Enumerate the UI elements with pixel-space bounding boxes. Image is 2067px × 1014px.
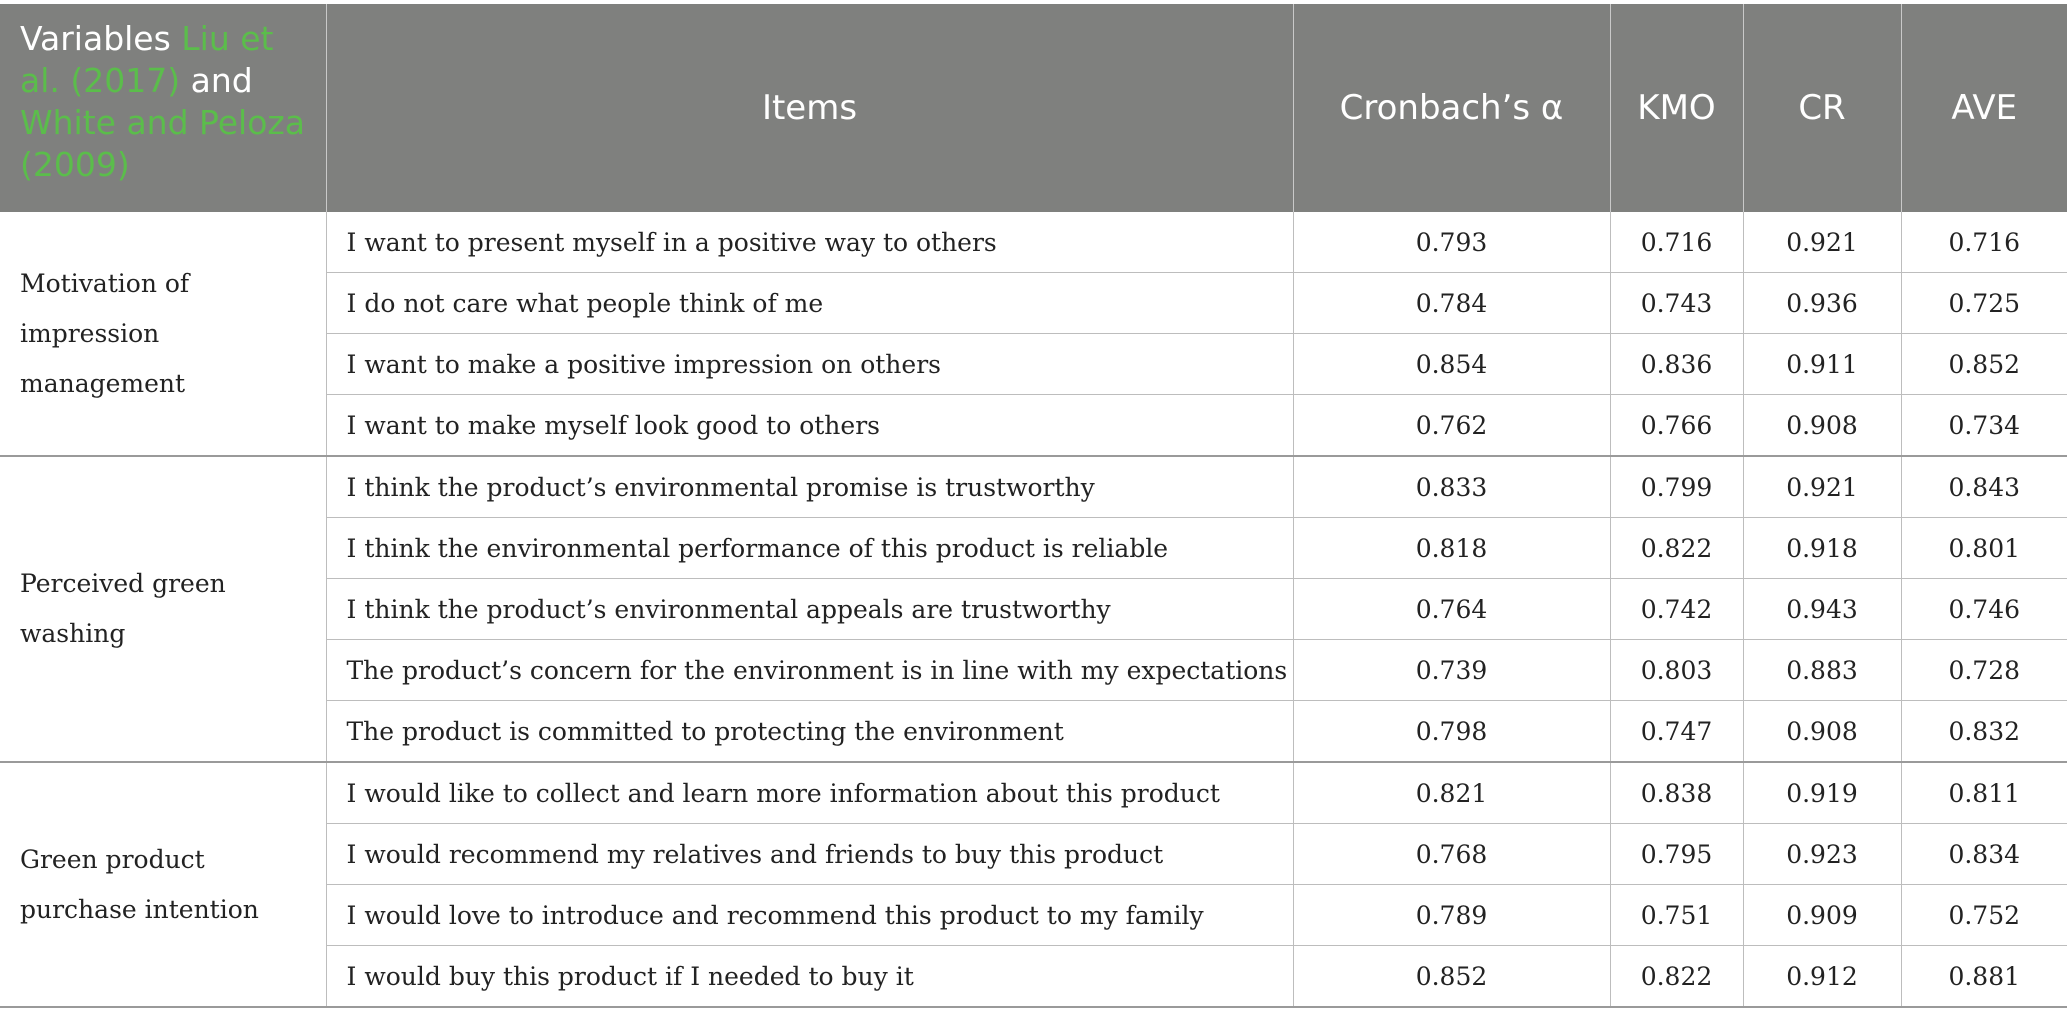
cr-cell: 0.911 <box>1743 334 1901 395</box>
kmo-cell: 0.743 <box>1610 273 1743 334</box>
ave-cell: 0.725 <box>1901 273 2067 334</box>
kmo-cell: 0.822 <box>1610 518 1743 579</box>
variable-cell: Motivation of impression management <box>0 212 326 456</box>
header-variables-label: Variables <box>20 19 182 58</box>
ave-cell: 0.728 <box>1901 640 2067 701</box>
cronbach-alpha-cell: 0.833 <box>1293 456 1610 518</box>
header-kmo: KMO <box>1610 4 1743 212</box>
cronbach-alpha-cell: 0.821 <box>1293 762 1610 824</box>
cr-cell: 0.912 <box>1743 946 1901 1008</box>
cr-cell: 0.918 <box>1743 518 1901 579</box>
citation-link-liu[interactable]: Liu et al. (2017) <box>20 19 274 100</box>
cronbach-alpha-cell: 0.762 <box>1293 395 1610 457</box>
item-cell: The product’s concern for the environment is in line with my expectations <box>326 640 1293 701</box>
ave-cell: 0.852 <box>1901 334 2067 395</box>
cr-cell: 0.883 <box>1743 640 1901 701</box>
kmo-cell: 0.751 <box>1610 885 1743 946</box>
header-and-word: and <box>180 61 253 100</box>
reliability-validity-table <box>0 4 2067 1008</box>
cronbach-alpha-cell: 0.764 <box>1293 579 1610 640</box>
table-header <box>0 4 2067 212</box>
header-cronbach-alpha: Cronbach’s α <box>1293 4 1610 212</box>
cronbach-alpha-cell: 0.818 <box>1293 518 1610 579</box>
table-row <box>0 762 2067 824</box>
ave-cell: 0.734 <box>1901 395 2067 457</box>
item-cell: I would love to introduce and recommend this product to my family <box>326 885 1293 946</box>
ave-cell: 0.801 <box>1901 518 2067 579</box>
cr-cell: 0.921 <box>1743 456 1901 518</box>
citation-link-white-peloza[interactable]: White and Peloza (2009) <box>20 103 305 184</box>
cr-cell: 0.943 <box>1743 579 1901 640</box>
item-cell: I think the product’s environmental appeals are trustworthy <box>326 579 1293 640</box>
kmo-cell: 0.803 <box>1610 640 1743 701</box>
cr-cell: 0.908 <box>1743 395 1901 457</box>
variable-cell: Green product purchase intention <box>0 762 326 1007</box>
item-cell: I think the product’s environmental promise is trustworthy <box>326 456 1293 518</box>
ave-cell: 0.811 <box>1901 762 2067 824</box>
item-cell: I want to make a positive impression on others <box>326 334 1293 395</box>
item-cell: I want to make myself look good to others <box>326 395 1293 457</box>
kmo-cell: 0.747 <box>1610 701 1743 763</box>
cr-cell: 0.919 <box>1743 762 1901 824</box>
item-cell: I do not care what people think of me <box>326 273 1293 334</box>
header-ave: AVE <box>1901 4 2067 212</box>
kmo-cell: 0.795 <box>1610 824 1743 885</box>
cr-cell: 0.923 <box>1743 824 1901 885</box>
cronbach-alpha-cell: 0.793 <box>1293 212 1610 273</box>
cr-cell: 0.908 <box>1743 701 1901 763</box>
cronbach-alpha-cell: 0.739 <box>1293 640 1610 701</box>
item-cell: I would like to collect and learn more information about this product <box>326 762 1293 824</box>
cronbach-alpha-cell: 0.798 <box>1293 701 1610 763</box>
cronbach-alpha-cell: 0.854 <box>1293 334 1610 395</box>
kmo-cell: 0.836 <box>1610 334 1743 395</box>
item-cell: The product is committed to protecting the environment <box>326 701 1293 763</box>
kmo-cell: 0.838 <box>1610 762 1743 824</box>
ave-cell: 0.832 <box>1901 701 2067 763</box>
variable-cell: Perceived green washing <box>0 456 326 762</box>
reliability-table-container <box>0 4 2067 1008</box>
cr-cell: 0.909 <box>1743 885 1901 946</box>
ave-cell: 0.881 <box>1901 946 2067 1008</box>
table-row <box>0 456 2067 518</box>
item-cell: I think the environmental performance of this product is reliable <box>326 518 1293 579</box>
cr-cell: 0.921 <box>1743 212 1901 273</box>
kmo-cell: 0.766 <box>1610 395 1743 457</box>
kmo-cell: 0.716 <box>1610 212 1743 273</box>
kmo-cell: 0.822 <box>1610 946 1743 1008</box>
cr-cell: 0.936 <box>1743 273 1901 334</box>
item-cell: I want to present myself in a positive way to others <box>326 212 1293 273</box>
cronbach-alpha-cell: 0.784 <box>1293 273 1610 334</box>
ave-cell: 0.843 <box>1901 456 2067 518</box>
header-items: Items <box>326 4 1293 212</box>
header-row <box>0 4 2067 212</box>
cronbach-alpha-cell: 0.789 <box>1293 885 1610 946</box>
table-body <box>0 212 2067 1007</box>
ave-cell: 0.752 <box>1901 885 2067 946</box>
kmo-cell: 0.799 <box>1610 456 1743 518</box>
header-cr: CR <box>1743 4 1901 212</box>
cronbach-alpha-cell: 0.768 <box>1293 824 1610 885</box>
item-cell: I would buy this product if I needed to buy it <box>326 946 1293 1008</box>
header-variables <box>0 4 326 212</box>
kmo-cell: 0.742 <box>1610 579 1743 640</box>
ave-cell: 0.834 <box>1901 824 2067 885</box>
table-row <box>0 212 2067 273</box>
ave-cell: 0.716 <box>1901 212 2067 273</box>
cronbach-alpha-cell: 0.852 <box>1293 946 1610 1008</box>
ave-cell: 0.746 <box>1901 579 2067 640</box>
item-cell: I would recommend my relatives and friends to buy this product <box>326 824 1293 885</box>
